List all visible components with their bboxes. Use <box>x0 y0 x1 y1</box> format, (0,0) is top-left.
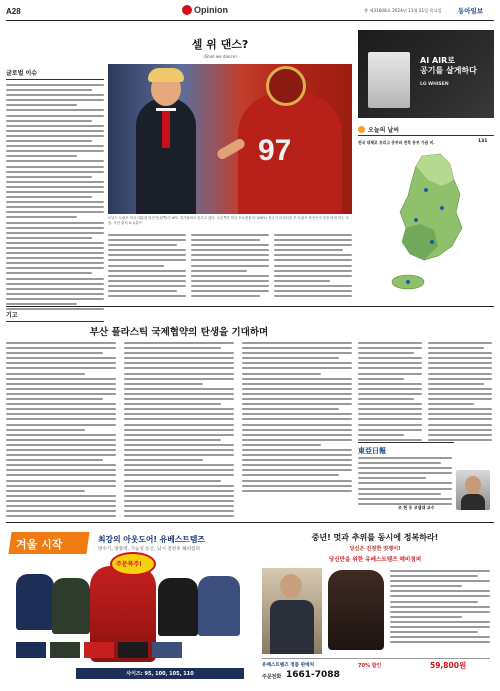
main-photo: 97 <box>108 64 352 214</box>
photo-caption: 도널드 트럼프 미국 대통령 당선인(왼쪽)이 UFC 경기장에서 춤추고 있다. 오른쪽은 미국 프로풋볼리그(NFL) 선수가 터치다운 후 트럼프 당선인의 춤을 따라 하는 모습. 사진 출처 X·유튜브 <box>108 216 349 225</box>
order-phone[interactable]: 1661-7088 <box>286 670 340 680</box>
weather-summary: 전국 대체로 흐리고 중부와 전북 동부 가끔 비. <box>358 140 435 145</box>
weather-title: 오늘의 날씨 <box>368 127 400 134</box>
section-title: Opinion <box>194 5 228 15</box>
headline-title: 셀 위 댄스? <box>191 38 249 51</box>
weather-map <box>362 150 490 296</box>
author-photo <box>456 470 490 510</box>
ad-brand: LG WHISEN <box>420 82 449 87</box>
main-article-body <box>108 234 352 304</box>
masthead-name: 東亞日報 <box>358 446 386 455</box>
right-ad-lg <box>358 30 494 118</box>
ad-title: AI AIR로 공기를 살게하다 <box>420 56 477 75</box>
jacket-right-2 <box>198 576 240 636</box>
swatch-row <box>16 642 244 660</box>
ad-right-headline: 중년! 멋과 추위를 동시에 정복하라! <box>311 533 439 542</box>
paper-name: 동아일보 <box>458 7 484 15</box>
order-phone-label: 주문전화 <box>262 674 282 680</box>
weather-marker: 131 <box>478 139 488 144</box>
jacket-left-1 <box>16 574 54 630</box>
price-box <box>262 658 490 684</box>
contribution-title: 부산 플라스틱 국제협약의 탄생을 기대하며 <box>89 327 269 338</box>
ad-right-details <box>390 570 490 654</box>
section-logo <box>182 5 192 15</box>
sale-badge-text: 주문폭주! <box>116 561 142 568</box>
ad-banner-text: 겨울 시작 <box>16 538 63 551</box>
masthead-box <box>358 442 454 512</box>
author-byline: 조 현 웅 코넬대 교수 <box>398 505 435 510</box>
model-photo <box>262 568 322 654</box>
headline-subtitle: (Shall we dance) <box>203 54 237 59</box>
ad-right-sub2: 당신만을 위한 유베스트템즈 헤비점퍼 <box>328 557 422 563</box>
jacket-left-2 <box>52 578 90 634</box>
weather-header <box>358 124 494 136</box>
price-value: 59,800원 <box>430 661 467 670</box>
ad-left-headline: 최강의 아웃도어! 유베스트템즈 <box>98 535 205 544</box>
ad-right-sub1: 당신은 진정한 멋쟁이! <box>349 546 401 552</box>
weather-box <box>358 124 494 302</box>
left-column <box>6 68 104 304</box>
bottom-ad-right <box>256 528 494 686</box>
contribution-section <box>6 310 352 520</box>
issue-info: 총 제31008호 2024년 11월 21일 목요일 <box>364 8 442 13</box>
ad-right-jacket <box>328 570 384 650</box>
contribution-label: 기고 <box>6 310 104 322</box>
ad-left-sub: 방수기, 방풍력, 기능성 등산, 낚시 전천후 헤비점퍼 <box>98 547 200 552</box>
ad-product-image <box>368 52 410 108</box>
jacket-right-1 <box>158 578 198 636</box>
page-number: A28 <box>6 7 21 16</box>
contribution-continued <box>358 310 494 440</box>
price-discount: 70% 할인 <box>358 663 382 669</box>
left-column-body <box>6 84 104 310</box>
weather-icon <box>358 126 365 133</box>
bottom-ad-left <box>6 528 252 686</box>
left-column-label: 글로벌 이슈 <box>6 68 104 80</box>
company-name: 유베스트템즈 정품 판매처 <box>262 663 315 668</box>
ad-size-note: 사이즈: 95, 100, 105, 110 <box>76 668 244 679</box>
headline-block <box>100 36 340 59</box>
